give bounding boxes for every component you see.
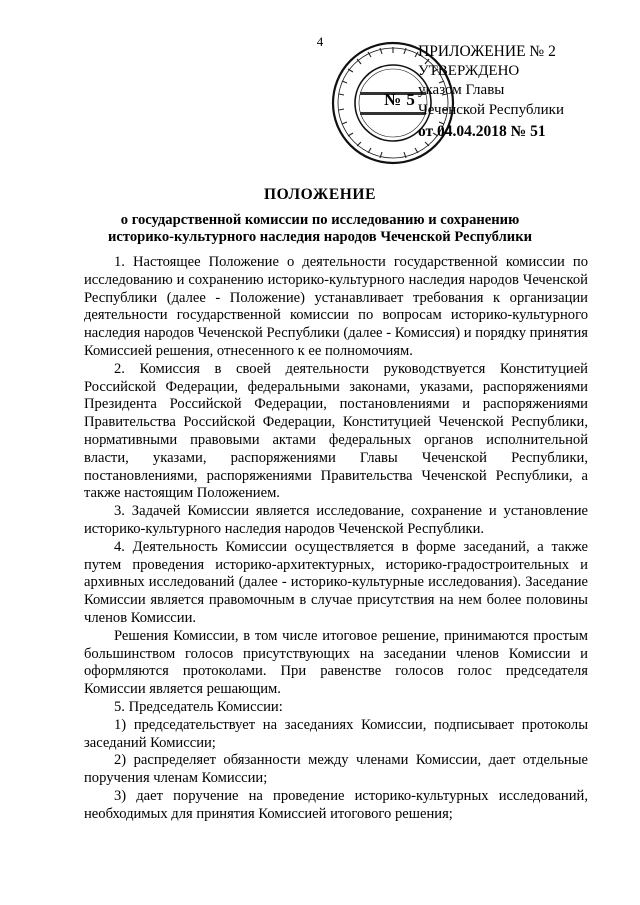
appendix-title: ПРИЛОЖЕНИЕ № 2 — [418, 43, 556, 60]
paragraph-5: 5. Председатель Комиссии: — [114, 698, 283, 715]
paragraph-5-item-3: 3) дает поручение на проведение историко-культурных исследований, необходимых для принятия Комиссией итогового решения; — [84, 787, 588, 822]
subtitle-line-2: историко-культурного наследия народов Чеченской Республики — [107, 229, 533, 245]
paragraph-1: 1. Настоящее Положение о деятельности государственной комиссии по исследованию и сохранению историко-культурного наследия народов Чеченской Республики (далее - Положение) устанавливает требования к организации деятельности государственной комиссии по вопросам историко-культурного наследия народов Чеченской Республики (далее - Комиссия) и порядку принятия Комиссией решения, отнесенного к ее полномочиям. — [84, 254, 588, 359]
paragraph-5-item-1: 1) председательствует на заседаниях Комиссии, подписывает протоколы заседаний Комиссии; — [84, 716, 588, 751]
document-subtitle — [80, 212, 560, 246]
paragraph-3: 3. Задачей Комиссии является исследование, сохранение и установление историко-культурного наследия народов Чеченской Республики. — [84, 503, 588, 537]
document-title: ПОЛОЖЕНИЕ — [263, 186, 377, 203]
approval-line-2: Чеченской Республики — [418, 101, 564, 118]
document-body — [84, 254, 588, 824]
seal-number: № 5 — [384, 90, 416, 109]
approval-line-1: указом Главы — [418, 82, 505, 98]
paragraph-decisions: Решения Комиссии, в том числе итоговое решение, принимаются простым большинством голосов присутствующих на заседании членов Комиссии и оформляются протоколами. При равенстве голосов голос председателя Комиссии является решающим. — [84, 627, 588, 698]
subtitle-line-1: о государственной комиссии по исследованию и сохранению — [120, 212, 520, 228]
paragraph-4: 4. Деятельность Комиссии осуществляется в форме заседаний, а также путем проведения историко-архитектурных, историко-градостроительных и архивных исследований (далее - историко-культурные исследования). Заседание Комиссии является правомочным в случае присутствия на нем более половины членов Комиссии. — [84, 538, 588, 626]
page-number: 4 — [316, 34, 324, 49]
approved-label: УТВЕРЖДЕНО — [418, 62, 520, 79]
approval-date: от 04.04.2018 № 51 — [418, 123, 546, 140]
paragraph-2: 2. Комиссия в своей деятельности руководствуется Конституцией Российской Федерации, федеральными законами, указами, распоряжениями Президента Российской Федерации, постановлениями и распоряжениями Правительства Российской Федерации, Конституцией Чеченской Республики, нормативными правовыми актами федеральных органов исполнительной власти, указами, распоряжениями Главы Чеченской Республики, постановлениями, распоряжениями Правительства Чеченской Республики, а также настоящим Положением. — [84, 360, 588, 502]
approval-block — [418, 42, 618, 142]
paragraph-5-item-2: 2) распределяет обязанности между членами Комиссии, дает отдельные поручения членам Комиссии; — [84, 752, 588, 787]
